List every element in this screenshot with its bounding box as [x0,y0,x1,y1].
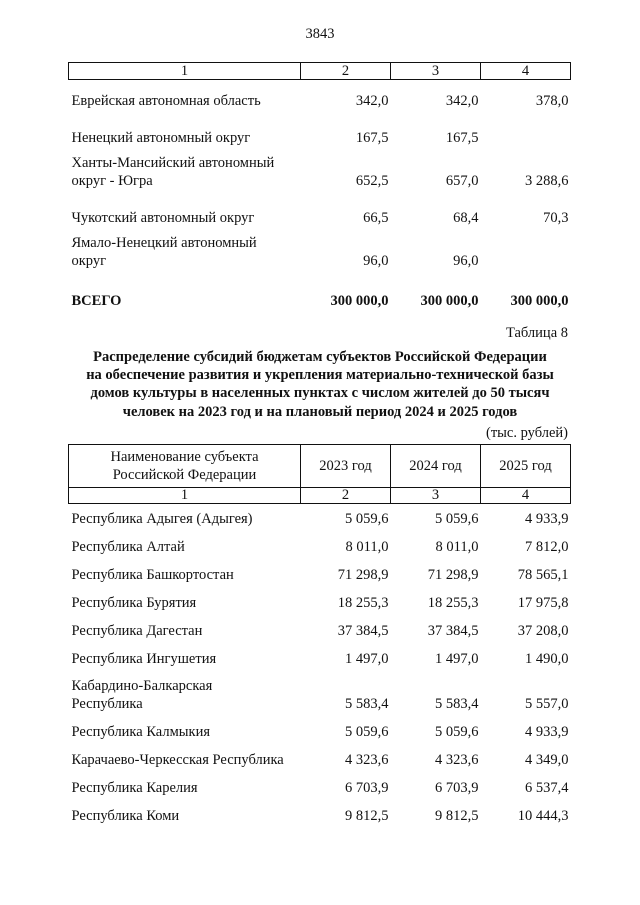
total-label: ВСЕГО [71,293,122,309]
value-2024: 5 583,4 [435,696,479,712]
table-row [69,769,571,797]
table-row [69,110,571,147]
region-name-line: округ [71,253,107,269]
value-2024: 96,0 [453,253,479,269]
column-number-row [69,488,571,504]
value-2023: 5 059,6 [345,511,389,527]
value-2025: 3 288,6 [525,173,569,189]
column-number: 4 [481,63,571,80]
region-name: Республика Алтай [71,539,185,555]
value-2025: 7 812,0 [525,539,569,555]
table-row [69,556,571,584]
value-2024: 342,0 [445,93,479,109]
table-row [69,227,571,270]
value-2025: 10 444,3 [517,808,569,824]
column-number-row [69,63,571,80]
value-2025: 70,3 [543,210,569,226]
column-number: 2 [301,63,391,80]
value-2024: 167,5 [445,130,479,146]
value-2023: 71 298,9 [337,567,389,583]
value-2025: 4 933,9 [525,724,569,740]
region-name-line: Ямало-Ненецкий автономный [71,235,257,251]
region-name: Республика Калмыкия [71,724,210,740]
column-number: 3 [391,63,481,80]
value-2023: 652,5 [355,173,389,189]
value-2023: 9 812,5 [345,808,389,824]
table-continuation [68,62,571,310]
region-name: Республика Коми [71,808,180,824]
value-2025: 37 208,0 [517,623,569,639]
table-title-line: человек на 2023 год и на плановый период 2024 и 2025 годов [122,403,518,420]
column-number: 1 [69,63,301,80]
value-2025: 4 933,9 [525,511,569,527]
value-2024: 18 255,3 [427,595,479,611]
value-2024: 6 703,9 [435,780,479,796]
table-title-line: домов культуры в населенных пунктах с числом жителей до 50 тысяч [90,385,550,402]
value-2025: 1 490,0 [525,651,569,667]
value-2025: 6 537,4 [525,780,569,796]
value-2023: 37 384,5 [337,623,389,639]
value-2024: 37 384,5 [427,623,479,639]
table-row [69,147,571,190]
value-2023: 1 497,0 [345,651,389,667]
region-name: Карачаево-Черкесская Республика [71,752,284,768]
table-title [60,348,580,421]
region-name: Республика Бурятия [71,595,197,611]
value-2024: 5 059,6 [435,724,479,740]
value-2025: 17 975,8 [517,595,569,611]
value-2023: 18 255,3 [337,595,389,611]
table-row [69,741,571,769]
header-2025: 2025 год [481,445,571,488]
region-name: Ненецкий автономный округ [71,130,251,146]
value-2024: 4 323,6 [435,752,479,768]
value-2024: 71 298,9 [427,567,479,583]
value-2024: 1 497,0 [435,651,479,667]
region-name [69,668,301,713]
value-2023: 4 323,6 [345,752,389,768]
table-row [69,640,571,668]
region-name: Республика Карелия [71,780,198,796]
region-name [69,227,301,270]
header-name [69,445,301,488]
region-name: Республика Ингушетия [71,651,217,667]
value-2025 [481,110,571,147]
value-2024: 5 059,6 [435,511,479,527]
header-2023: 2023 год [301,445,391,488]
region-name: Еврейская автономная область [71,93,261,109]
value-2023: 6 703,9 [345,780,389,796]
column-number: 4 [481,488,571,504]
table-8 [68,444,571,825]
table-row [69,190,571,227]
value-2023: 167,5 [355,130,389,146]
region-name-line: Кабардино-Балкарская [71,678,213,694]
value-2023: 342,0 [355,93,389,109]
table-row [69,584,571,612]
table-label: Таблица 8 [505,325,568,341]
page-number: 3843 [305,26,335,42]
value-2023: 8 011,0 [345,539,389,555]
table-title-line: Распределение субсидий бюджетам субъектов Российской Федерации [93,349,547,365]
value-2025: 378,0 [535,93,569,109]
value-2025 [481,227,571,270]
column-number: 1 [69,488,301,504]
header-name-line: Российской Федерации [112,467,257,483]
total-2025: 300 000,0 [510,293,569,309]
value-2023: 66,5 [363,210,389,226]
region-name-line: округ - Югра [71,173,153,189]
table-title-line: на обеспечение развития и укрепления материально-технической базы [86,367,554,384]
value-2025: 4 349,0 [525,752,569,768]
column-number: 3 [391,488,481,504]
region-name-line: Ханты-Мансийский автономный [71,155,275,171]
region-name-line: Республика [71,696,143,712]
table-row [69,528,571,556]
total-row [69,270,571,310]
region-name: Республика Башкортостан [71,567,234,583]
header-row [69,445,571,488]
header-2024: 2024 год [391,445,481,488]
region-name [69,147,301,190]
table-row [69,612,571,640]
column-number: 2 [301,488,391,504]
table-row [69,713,571,741]
table-row [69,504,571,529]
table-row [69,80,571,111]
value-2023: 5 059,6 [345,724,389,740]
units-label: (тыс. рублей) [486,425,568,441]
header-name-line: Наименование субъекта [110,449,259,465]
value-2024: 68,4 [453,210,479,226]
table-row [69,668,571,713]
region-name: Республика Дагестан [71,623,203,639]
value-2025: 5 557,0 [525,696,569,712]
total-2024: 300 000,0 [420,293,479,309]
value-2025: 78 565,1 [517,567,569,583]
value-2024: 657,0 [445,173,479,189]
table-row [69,797,571,825]
value-2023: 96,0 [363,253,389,269]
total-2023: 300 000,0 [330,293,389,309]
value-2023: 5 583,4 [345,696,389,712]
region-name: Республика Адыгея (Адыгея) [71,511,253,527]
value-2024: 9 812,5 [435,808,479,824]
value-2024: 8 011,0 [435,539,479,555]
region-name: Чукотский автономный округ [71,210,255,226]
